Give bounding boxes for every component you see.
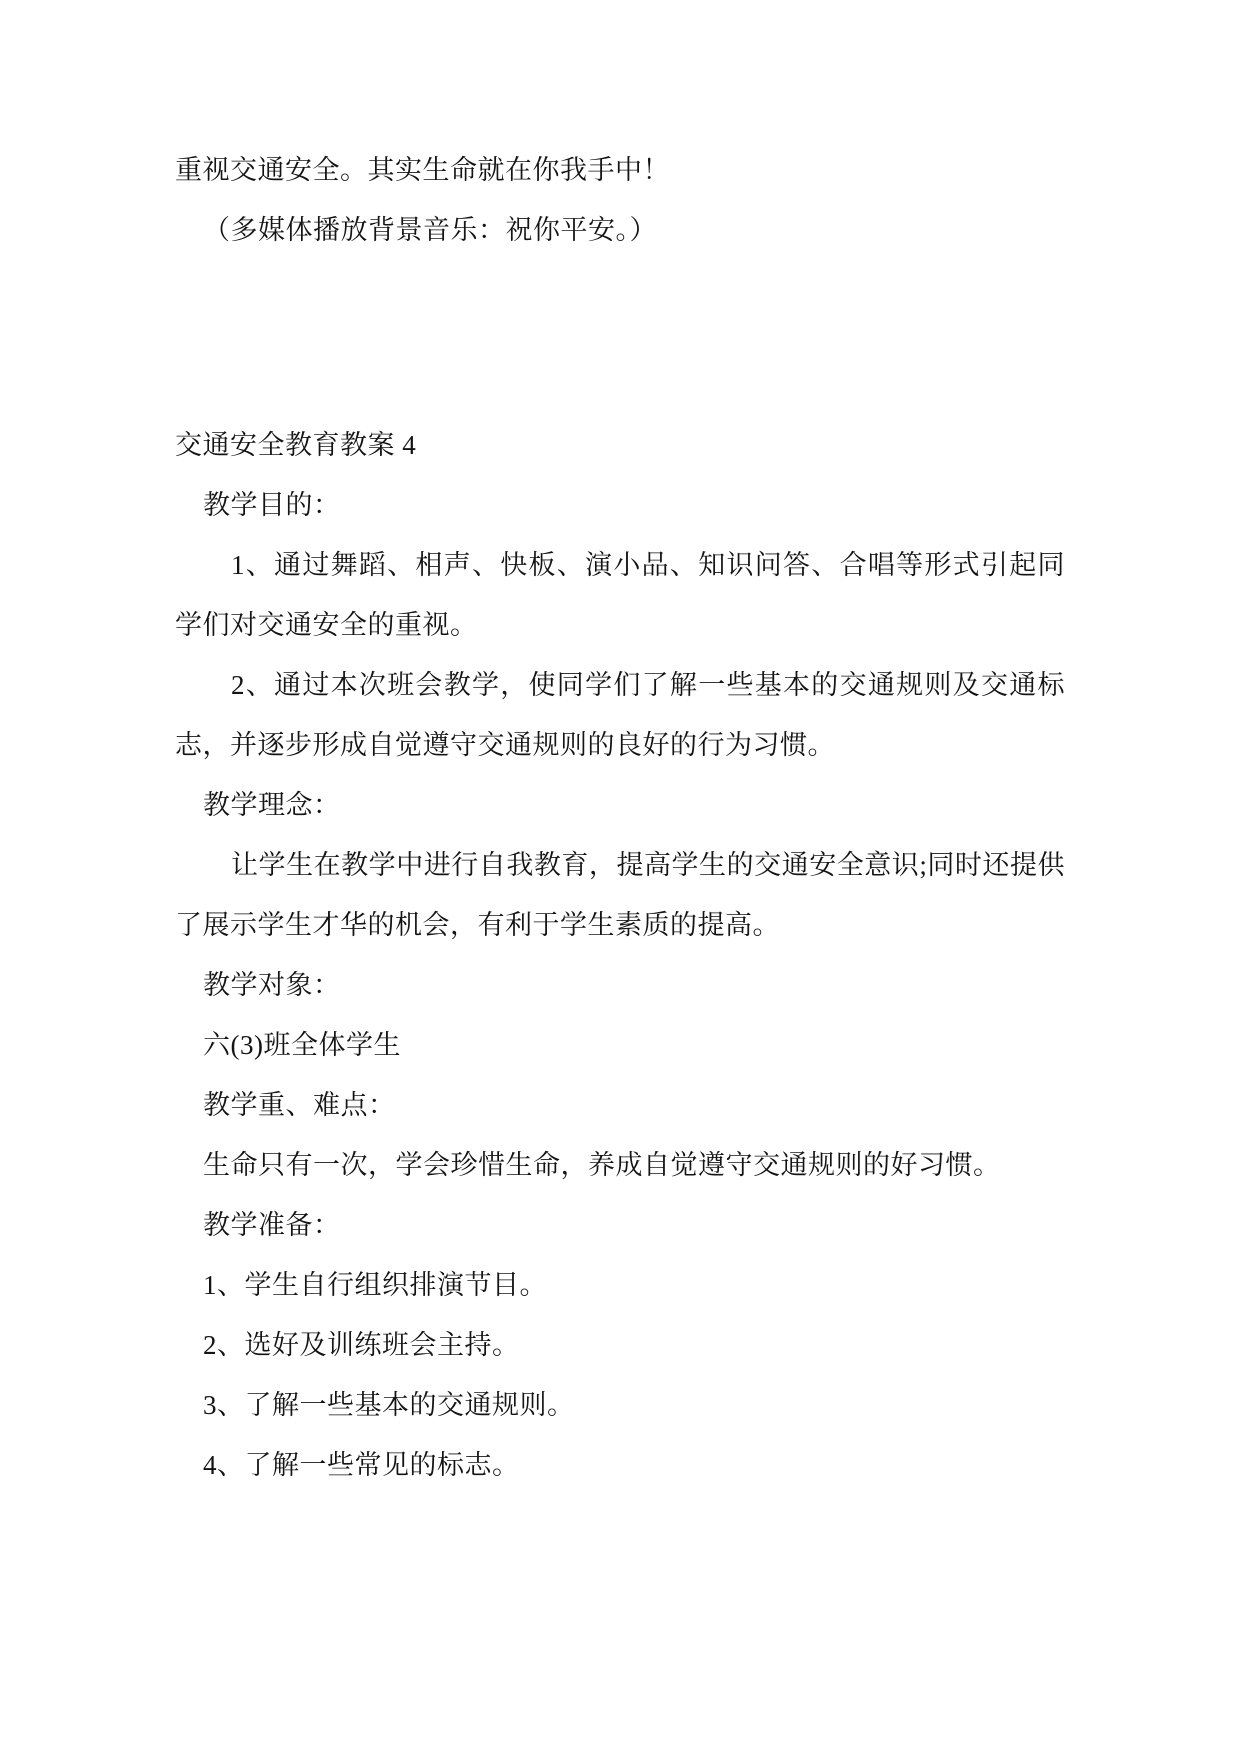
paragraph-key-difficulty-1: 生命只有一次，学会珍惜生命，养成自觉遵守交通规则的好习惯。 bbox=[203, 1150, 1001, 1180]
paragraph-preparation-1: 1、学生自行组织排演节目。 bbox=[203, 1270, 547, 1300]
paragraph-purpose-2: 2、通过本次班会教学，使同学们了解一些基本的交通规则及交通标志，并逐步形成自觉遵守交通规则的良好的行为习惯。 bbox=[175, 670, 1065, 760]
section-label-teaching-concept: 教学理念： bbox=[203, 790, 341, 820]
section-label-teaching-preparation: 教学准备： bbox=[203, 1210, 341, 1240]
page-title: 交通安全教育教案 4 bbox=[175, 430, 417, 460]
paragraph-audience-1: 六(3)班全体学生 bbox=[203, 1030, 401, 1060]
section-spacer bbox=[175, 260, 1065, 415]
section-label-teaching-audience: 教学对象： bbox=[203, 970, 341, 1000]
section-label-teaching-purpose: 教学目的： bbox=[203, 490, 341, 520]
paragraph-preparation-3: 3、了解一些基本的交通规则。 bbox=[203, 1390, 575, 1420]
paragraph-closing-1: 重视交通安全。其实生命就在你我手中！ bbox=[175, 155, 670, 185]
document-body bbox=[175, 140, 1065, 1495]
section-label-key-difficulty: 教学重、难点： bbox=[203, 1090, 396, 1120]
paragraph-closing-2: （多媒体播放背景音乐：祝你平安。） bbox=[203, 215, 657, 245]
paragraph-concept-1: 让学生在教学中进行自我教育，提高学生的交通安全意识;同时还提供了展示学生才华的机会，有利于学生素质的提高。 bbox=[175, 850, 1065, 940]
paragraph-preparation-2: 2、选好及训练班会主持。 bbox=[203, 1330, 520, 1360]
paragraph-preparation-4: 4、了解一些常见的标志。 bbox=[203, 1450, 520, 1480]
paragraph-purpose-1: 1、通过舞蹈、相声、快板、演小品、知识问答、合唱等形式引起同学们对交通安全的重视。 bbox=[175, 550, 1065, 640]
